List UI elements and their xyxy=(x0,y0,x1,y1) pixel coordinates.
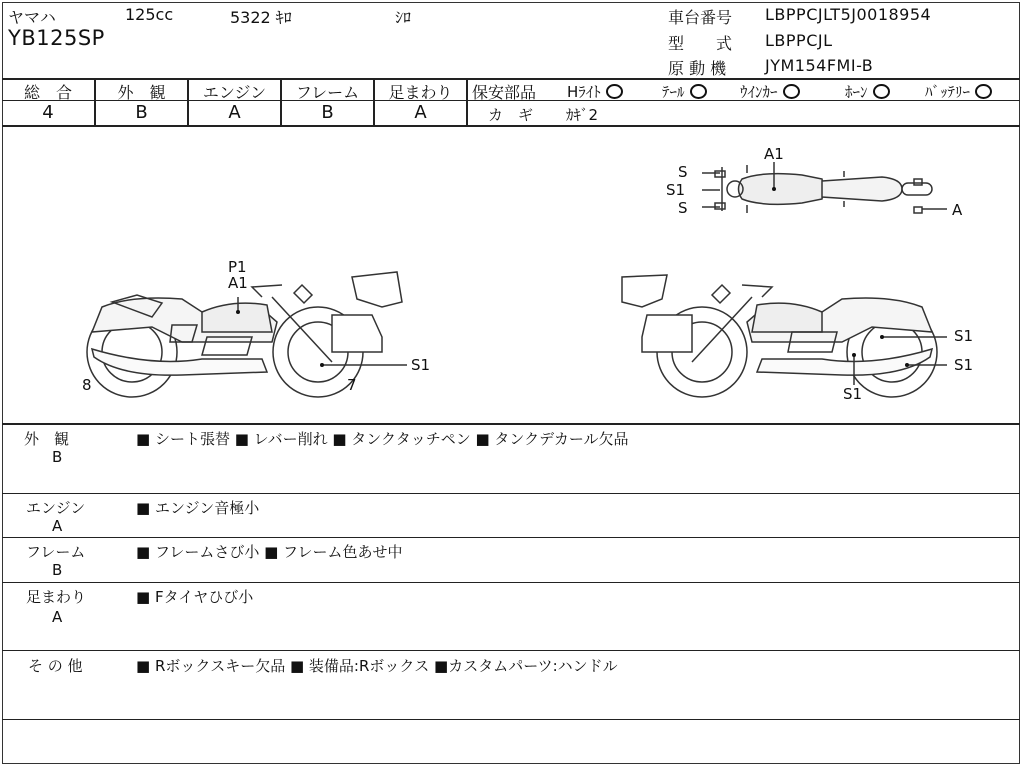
engine-label: 原 動 機 xyxy=(668,59,727,78)
displacement: 125cc xyxy=(125,5,174,24)
mileage: 5322 ｷﾛ xyxy=(230,8,292,27)
maker: ヤマハ xyxy=(8,8,56,27)
diagram-label: 7 xyxy=(347,376,357,394)
safety-battery: ﾊﾞｯﾃﾘｰ xyxy=(925,81,992,102)
ok-circle-icon xyxy=(606,84,623,99)
diagram-label: 8 xyxy=(82,376,92,394)
remark-grade: A xyxy=(52,517,63,535)
type-value: LBPPCJL xyxy=(765,31,833,50)
key-label: カ ギ xyxy=(488,106,534,124)
diagram-label: S xyxy=(678,163,688,181)
ok-circle-icon xyxy=(975,84,992,99)
remark-text: ■ Fタイヤひび小 xyxy=(136,588,254,606)
grade-value-exterior: B xyxy=(135,102,148,123)
remark-category: 足まわり xyxy=(26,588,87,606)
divider xyxy=(2,719,1020,720)
remark-text: ■ エンジン音極小 xyxy=(136,499,260,517)
grade-label-exterior: 外 観 xyxy=(117,83,166,102)
diagram-label: A1 xyxy=(228,274,248,292)
top-view-bike xyxy=(715,165,932,213)
safety-horn: ﾎｰﾝ xyxy=(845,81,890,102)
grade-label-frame: フレーム xyxy=(295,83,360,102)
remark-grade: A xyxy=(52,608,63,626)
damage-diagram xyxy=(2,127,1020,423)
engine-value: JYM154FMI-B xyxy=(765,56,874,75)
remark-text: ■ フレームさび小 ■ フレーム色あせ中 xyxy=(136,543,403,561)
diagram-label: S1 xyxy=(411,356,431,374)
remark-category: フレーム xyxy=(26,543,86,561)
diagram-label: P1 xyxy=(228,258,247,276)
remark-text: ■ Rボックスキー欠品 ■ 装備品:Rボックス ■カスタムパーツ:ハンドル xyxy=(136,657,618,675)
safety-headlight: Hﾗｲﾄ xyxy=(567,81,623,102)
diagram-label: A1 xyxy=(764,145,784,163)
divider xyxy=(2,537,1020,538)
remark-category: 外 観 xyxy=(24,430,70,448)
ok-circle-icon xyxy=(783,84,800,99)
grade-label-engine: エンジン xyxy=(202,83,267,102)
model-name: YB125SP xyxy=(8,26,105,50)
divider xyxy=(2,423,1020,425)
grade-value-overall: 4 xyxy=(42,102,54,123)
grade-value-engine: A xyxy=(228,102,241,123)
grade-label-overall: 総 合 xyxy=(23,83,72,102)
ok-circle-icon xyxy=(873,84,890,99)
diagram-label: S1 xyxy=(954,356,974,374)
right-side-bike xyxy=(622,275,937,397)
remark-text: ■ シート張替 ■ レバー削れ ■ タンクタッチペン ■ タンクデカール欠品 xyxy=(136,430,629,448)
diagram-label: A xyxy=(952,201,963,219)
color: ｼﾛ xyxy=(395,8,412,27)
divider xyxy=(2,493,1020,494)
divider xyxy=(2,650,1020,651)
diagram-label: S xyxy=(678,199,688,217)
diagram-label: S1 xyxy=(954,327,974,345)
safety-winker: ｳｲﾝｶｰ xyxy=(740,81,800,102)
grade-label-suspension: 足まわり xyxy=(388,83,453,102)
diagram-label: S1 xyxy=(666,181,686,199)
grade-value-suspension: A xyxy=(414,102,427,123)
diagram-label: S1 xyxy=(843,385,863,403)
divider xyxy=(466,78,468,126)
key-value: ｶｷﾞ2 xyxy=(566,106,599,124)
divider xyxy=(2,582,1020,583)
safety-parts-label: 保安部品 xyxy=(472,83,537,102)
remark-category: エンジン xyxy=(26,499,86,517)
safety-taillight: ﾃｰﾙ xyxy=(662,81,707,102)
frame-no-label: 車台番号 xyxy=(668,8,733,27)
grade-value-frame: B xyxy=(321,102,334,123)
remark-grade: B xyxy=(52,448,63,466)
type-label: 型 式 xyxy=(668,34,733,53)
ok-circle-icon xyxy=(690,84,707,99)
frame-no: LBPPCJLT5J0018954 xyxy=(765,5,932,24)
remark-grade: B xyxy=(52,561,63,579)
remark-category: そ の 他 xyxy=(28,657,83,675)
